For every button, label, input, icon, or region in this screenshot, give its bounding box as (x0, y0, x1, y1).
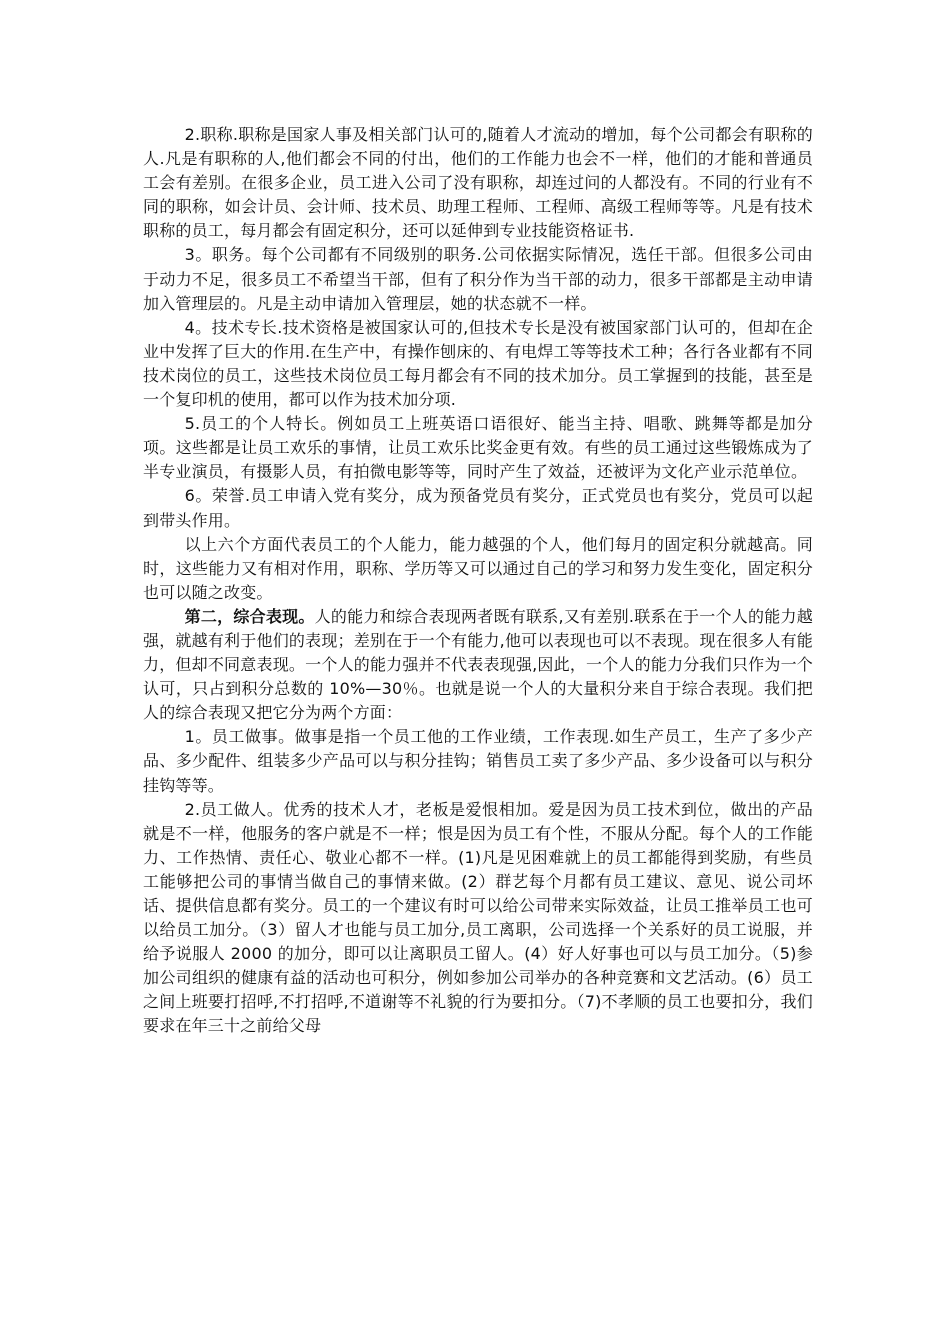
section-heading: 第二，综合表现。 (184, 606, 315, 626)
paragraph-text: 2.职称.职称是国家人事及相关部门认可的,随着人才流动的增加，每个公司都会有职称的人.凡是有职称的人,他们都会不同的付出，他们的工作能力也会不一样，他们的才能和普通员工会有差别。在很多企业，员工进入公司了没有职称，却连过问的人都没有。不同的行业有不同的职称，如会计员、会计师、技术员、助理工程师、工程师、高级工程师等等。凡是有技术职称的员工，每月都会有固定积分，还可以延伸到专业技能资格证书. (143, 125, 813, 241)
paragraph-text: 4。技术专长.技术资格是被国家认可的,但技术专长是没有被国家部门认可的，但却在企业中发挥了巨大的作用.在生产中，有操作刨床的、有电焊工等等技术工种；各行各业都有不同技术岗位的员工，这些技术岗位员工每月都会有不同的技术加分。员工掌握到的技能，甚至是一个复印机的使用，都可以作为技术加分项. (143, 317, 813, 410)
paragraph-personal-talent (143, 412, 813, 484)
paragraph-being-person (143, 798, 813, 1039)
paragraph-text: 3。职务。每个公司都有不同级别的职务.公司依据实际情况，选任干部。但很多公司由于动力不足，很多员工不希望当干部，但有了积分作为当干部的动力，很多干部都是主动申请加入管理层的。凡是主动申请加入管理层，她的状态就不一样。 (143, 245, 813, 313)
document-body (143, 123, 813, 1039)
paragraph-overall-performance (143, 605, 813, 725)
paragraph-text: 2.员工做人。优秀的技术人才，老板是爱恨相加。爱是因为员工技术到位，做出的产品就是不一样，他服务的客户就是不一样；恨是因为员工有个性，不服从分配。每个人的工作能力、工作热情、责任心、敬业心都不一样。(1)凡是见困难就上的员工都能得到奖励，有些员工能够把公司的事情当做自己的事情来做。(2）群艺每个月都有员工建议、意见、说公司坏话、提供信息都有奖分。员工的一个建议有时可以给公司带来实际效益，让员工推举员工也可以给员工加分。（3）留人才也能与员工加分,员工离职，公司选择一个关系好的员工说服，并给予说服人 2000 的加分，即可以让离职员工留人。(4）好人好事也可以与员工加分。（5)参加公司组织的健康有益的活动也可积分，例如参加公司举办的各种竞赛和文艺活动。(6）员工之间上班要打招呼,不打招呼,不道谢等不礼貌的行为要扣分。（7)不孝顺的员工也要扣分，我们要求在年三十之前给父母 (143, 799, 813, 1036)
paragraph-position (143, 243, 813, 315)
paragraph-technical-skill (143, 316, 813, 412)
paragraph-honor (143, 484, 813, 532)
paragraph-text: 人的能力和综合表现两者既有联系,又有差别.联系在于一个人的能力越强，就越有利于他们的表现；差别在于一个有能力,他可以表现也可以不表现。现在很多人有能力，但却不同意表现。一个人的能力强并不代表表现强,因此，一个人的能力分我们只作为一个认可，只占到积分总数的 10%—30％。也就是说一个人的大量积分来自于综合表现。我们把人的综合表现又把它分为两个方面： (143, 606, 813, 723)
paragraph-title-qualification (143, 123, 813, 243)
paragraph-summary (143, 533, 813, 605)
paragraph-doing-work (143, 725, 813, 797)
paragraph-text: 6。荣誉.员工申请入党有奖分，成为预备党员有奖分，正式党员也有奖分，党员可以起到带头作用。 (143, 486, 813, 530)
paragraph-text: 5.员工的个人特长。例如员工上班英语口语很好、能当主持、唱歌、跳舞等都是加分项。这些都是让员工欢乐的事情，让员工欢乐比奖金更有效。有些的员工通过这些锻炼成为了半专业演员，有摄影人员，有拍微电影等等，同时产生了效益，还被评为文化产业示范单位。 (143, 414, 813, 482)
paragraph-text: 1。员工做事。做事是指一个员工他的工作业绩，工作表现.如生产员工，生产了多少产品、多少配件、组装多少产品可以与积分挂钩；销售员工卖了多少产品、多少设备可以与积分挂钩等等。 (143, 727, 813, 795)
paragraph-text: 以上六个方面代表员工的个人能力，能力越强的个人，他们每月的固定积分就越高。同时，这些能力又有相对作用，职称、学历等又可以通过自己的学习和努力发生变化，固定积分也可以随之改变。 (143, 534, 813, 602)
